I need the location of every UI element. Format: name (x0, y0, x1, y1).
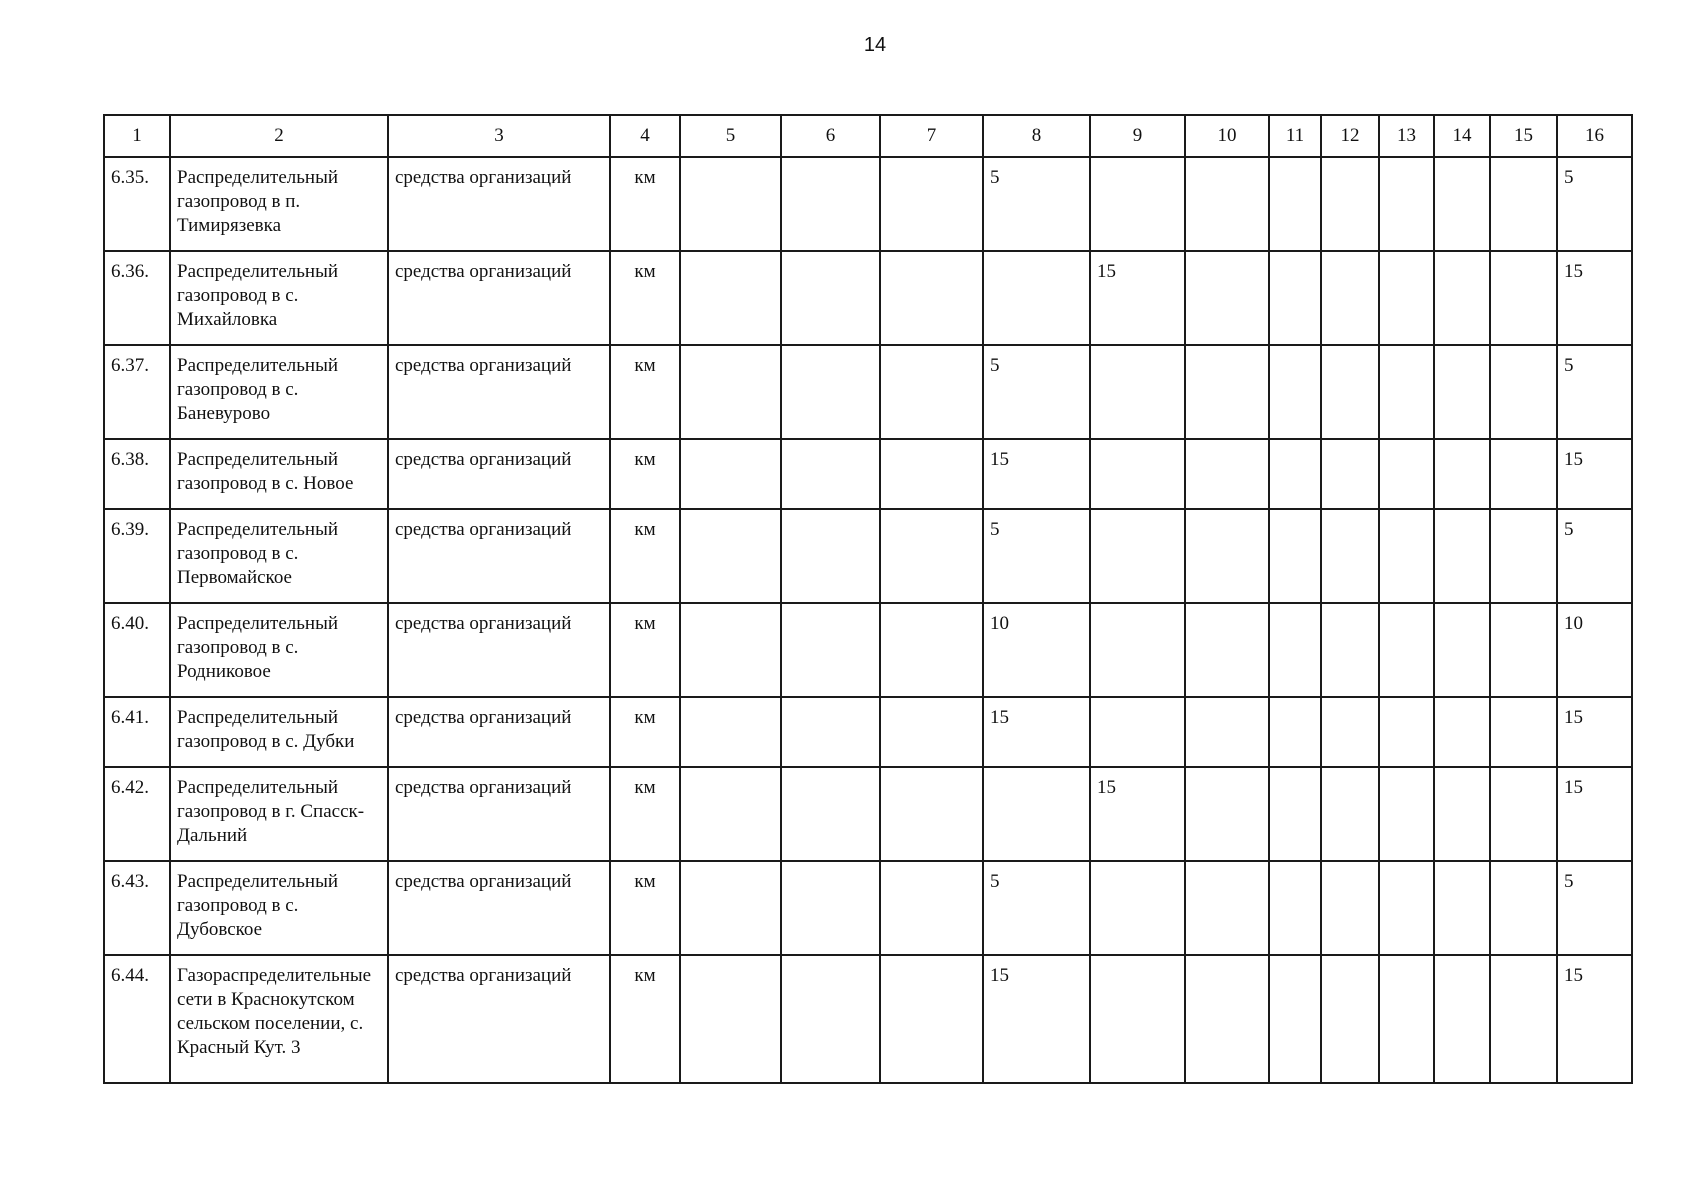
col-14 (1434, 861, 1490, 955)
col-13 (1379, 955, 1434, 1083)
col-11 (1269, 439, 1321, 509)
col-10 (1185, 345, 1269, 439)
row-number: 6.38. (104, 439, 170, 509)
row-number: 6.37. (104, 345, 170, 439)
header-cell: 14 (1434, 115, 1490, 157)
col-10 (1185, 509, 1269, 603)
object-name: Распределительный газопровод в п. Тимирязевка (170, 157, 388, 251)
col-7 (880, 251, 983, 345)
col-11 (1269, 603, 1321, 697)
col-15 (1490, 697, 1557, 767)
unit: км (610, 509, 680, 603)
unit: км (610, 955, 680, 1083)
col-8: 5 (983, 157, 1090, 251)
object-name: Распределительный газопровод в г. Спасск-Дальний (170, 767, 388, 861)
unit: км (610, 157, 680, 251)
col-5 (680, 251, 781, 345)
col-16-total: 15 (1557, 439, 1632, 509)
col-12 (1321, 157, 1379, 251)
col-7 (880, 603, 983, 697)
page-number: 14 (863, 34, 887, 56)
col-6 (781, 439, 880, 509)
row-number: 6.43. (104, 861, 170, 955)
col-12 (1321, 861, 1379, 955)
row-number: 6.41. (104, 697, 170, 767)
unit: км (610, 345, 680, 439)
funding-source: средства организаций (388, 157, 610, 251)
col-9 (1090, 697, 1185, 767)
col-6 (781, 345, 880, 439)
col-5 (680, 697, 781, 767)
col-7 (880, 861, 983, 955)
header-cell: 3 (388, 115, 610, 157)
col-10 (1185, 955, 1269, 1083)
header-cell: 11 (1269, 115, 1321, 157)
col-8: 10 (983, 603, 1090, 697)
col-7 (880, 439, 983, 509)
col-14 (1434, 955, 1490, 1083)
header-cell: 9 (1090, 115, 1185, 157)
header-cell: 10 (1185, 115, 1269, 157)
col-12 (1321, 345, 1379, 439)
col-11 (1269, 509, 1321, 603)
object-name: Распределительный газопровод в с. Первомайское (170, 509, 388, 603)
col-9 (1090, 509, 1185, 603)
col-13 (1379, 439, 1434, 509)
col-6 (781, 251, 880, 345)
table-row (104, 345, 1632, 439)
col-12 (1321, 697, 1379, 767)
col-13 (1379, 767, 1434, 861)
col-13 (1379, 509, 1434, 603)
header-cell: 8 (983, 115, 1090, 157)
col-8 (983, 767, 1090, 861)
col-8: 15 (983, 697, 1090, 767)
col-12 (1321, 251, 1379, 345)
col-5 (680, 767, 781, 861)
col-14 (1434, 157, 1490, 251)
col-16-total: 5 (1557, 157, 1632, 251)
col-9: 15 (1090, 767, 1185, 861)
col-10 (1185, 603, 1269, 697)
col-7 (880, 157, 983, 251)
table-row (104, 251, 1632, 345)
col-5 (680, 439, 781, 509)
col-6 (781, 509, 880, 603)
funding-source: средства организаций (388, 955, 610, 1083)
col-16-total: 5 (1557, 861, 1632, 955)
col-12 (1321, 603, 1379, 697)
col-7 (880, 955, 983, 1083)
col-16-total: 5 (1557, 345, 1632, 439)
col-13 (1379, 861, 1434, 955)
row-number: 6.36. (104, 251, 170, 345)
row-number: 6.42. (104, 767, 170, 861)
header-cell: 4 (610, 115, 680, 157)
col-6 (781, 861, 880, 955)
col-14 (1434, 345, 1490, 439)
col-16-total: 15 (1557, 697, 1632, 767)
col-12 (1321, 955, 1379, 1083)
col-7 (880, 345, 983, 439)
col-12 (1321, 767, 1379, 861)
funding-source: средства организаций (388, 509, 610, 603)
funding-source: средства организаций (388, 251, 610, 345)
funding-source: средства организаций (388, 345, 610, 439)
col-11 (1269, 697, 1321, 767)
object-name: Распределительный газопровод в с. Дубовское (170, 861, 388, 955)
row-number: 6.35. (104, 157, 170, 251)
header-cell: 5 (680, 115, 781, 157)
funding-source: средства организаций (388, 697, 610, 767)
col-13 (1379, 345, 1434, 439)
object-name: Распределительный газопровод в с. Родниковое (170, 603, 388, 697)
col-10 (1185, 697, 1269, 767)
col-15 (1490, 955, 1557, 1083)
col-15 (1490, 861, 1557, 955)
header-cell: 15 (1490, 115, 1557, 157)
col-14 (1434, 603, 1490, 697)
program-table (103, 114, 1633, 1084)
col-10 (1185, 439, 1269, 509)
header-cell: 2 (170, 115, 388, 157)
table-row (104, 157, 1632, 251)
col-6 (781, 767, 880, 861)
col-14 (1434, 251, 1490, 345)
table-row (104, 697, 1632, 767)
table-row (104, 509, 1632, 603)
header-row (104, 115, 1632, 157)
funding-source: средства организаций (388, 767, 610, 861)
col-7 (880, 767, 983, 861)
col-12 (1321, 439, 1379, 509)
col-14 (1434, 439, 1490, 509)
col-15 (1490, 439, 1557, 509)
col-15 (1490, 157, 1557, 251)
unit: км (610, 861, 680, 955)
col-16-total: 5 (1557, 509, 1632, 603)
col-15 (1490, 509, 1557, 603)
col-6 (781, 157, 880, 251)
col-9 (1090, 439, 1185, 509)
col-11 (1269, 955, 1321, 1083)
col-11 (1269, 157, 1321, 251)
col-6 (781, 697, 880, 767)
header-cell: 13 (1379, 115, 1434, 157)
col-13 (1379, 603, 1434, 697)
col-11 (1269, 861, 1321, 955)
unit: км (610, 251, 680, 345)
col-16-total: 10 (1557, 603, 1632, 697)
col-11 (1269, 251, 1321, 345)
col-14 (1434, 697, 1490, 767)
col-5 (680, 157, 781, 251)
col-9 (1090, 955, 1185, 1083)
table-row (104, 603, 1632, 697)
col-8: 5 (983, 345, 1090, 439)
col-5 (680, 509, 781, 603)
col-10 (1185, 861, 1269, 955)
col-13 (1379, 697, 1434, 767)
col-13 (1379, 251, 1434, 345)
header-cell: 12 (1321, 115, 1379, 157)
col-5 (680, 861, 781, 955)
table-row (104, 767, 1632, 861)
table-row (104, 439, 1632, 509)
row-number: 6.40. (104, 603, 170, 697)
col-5 (680, 955, 781, 1083)
col-16-total: 15 (1557, 251, 1632, 345)
funding-source: средства организаций (388, 439, 610, 509)
col-7 (880, 697, 983, 767)
col-9 (1090, 603, 1185, 697)
col-16-total: 15 (1557, 955, 1632, 1083)
col-12 (1321, 509, 1379, 603)
col-5 (680, 603, 781, 697)
col-8: 15 (983, 955, 1090, 1083)
header-cell: 1 (104, 115, 170, 157)
col-9 (1090, 861, 1185, 955)
col-7 (880, 509, 983, 603)
col-11 (1269, 767, 1321, 861)
object-name: Распределительный газопровод в с. Баневурово (170, 345, 388, 439)
header-cell: 16 (1557, 115, 1632, 157)
object-name: Распределительный газопровод в с. Новое (170, 439, 388, 509)
object-name: Распределительный газопровод в с. Дубки (170, 697, 388, 767)
col-11 (1269, 345, 1321, 439)
col-8: 5 (983, 861, 1090, 955)
col-15 (1490, 603, 1557, 697)
col-14 (1434, 509, 1490, 603)
col-15 (1490, 767, 1557, 861)
unit: км (610, 439, 680, 509)
col-9: 15 (1090, 251, 1185, 345)
col-15 (1490, 251, 1557, 345)
row-number: 6.44. (104, 955, 170, 1083)
col-10 (1185, 767, 1269, 861)
unit: км (610, 697, 680, 767)
unit: км (610, 603, 680, 697)
col-10 (1185, 251, 1269, 345)
col-6 (781, 603, 880, 697)
col-9 (1090, 157, 1185, 251)
col-13 (1379, 157, 1434, 251)
row-number: 6.39. (104, 509, 170, 603)
col-8: 15 (983, 439, 1090, 509)
header-cell: 6 (781, 115, 880, 157)
object-name: Распределительный газопровод в с. Михайловка (170, 251, 388, 345)
col-8 (983, 251, 1090, 345)
funding-source: средства организаций (388, 603, 610, 697)
table-row (104, 955, 1632, 1083)
funding-source: средства организаций (388, 861, 610, 955)
unit: км (610, 767, 680, 861)
col-9 (1090, 345, 1185, 439)
col-6 (781, 955, 880, 1083)
col-5 (680, 345, 781, 439)
table-row (104, 861, 1632, 955)
col-16-total: 15 (1557, 767, 1632, 861)
col-8: 5 (983, 509, 1090, 603)
object-name: Газораспределительные сети в Краснокутском сельском поселении, с. Красный Кут. 3 (170, 955, 388, 1083)
header-cell: 7 (880, 115, 983, 157)
col-10 (1185, 157, 1269, 251)
col-14 (1434, 767, 1490, 861)
col-15 (1490, 345, 1557, 439)
